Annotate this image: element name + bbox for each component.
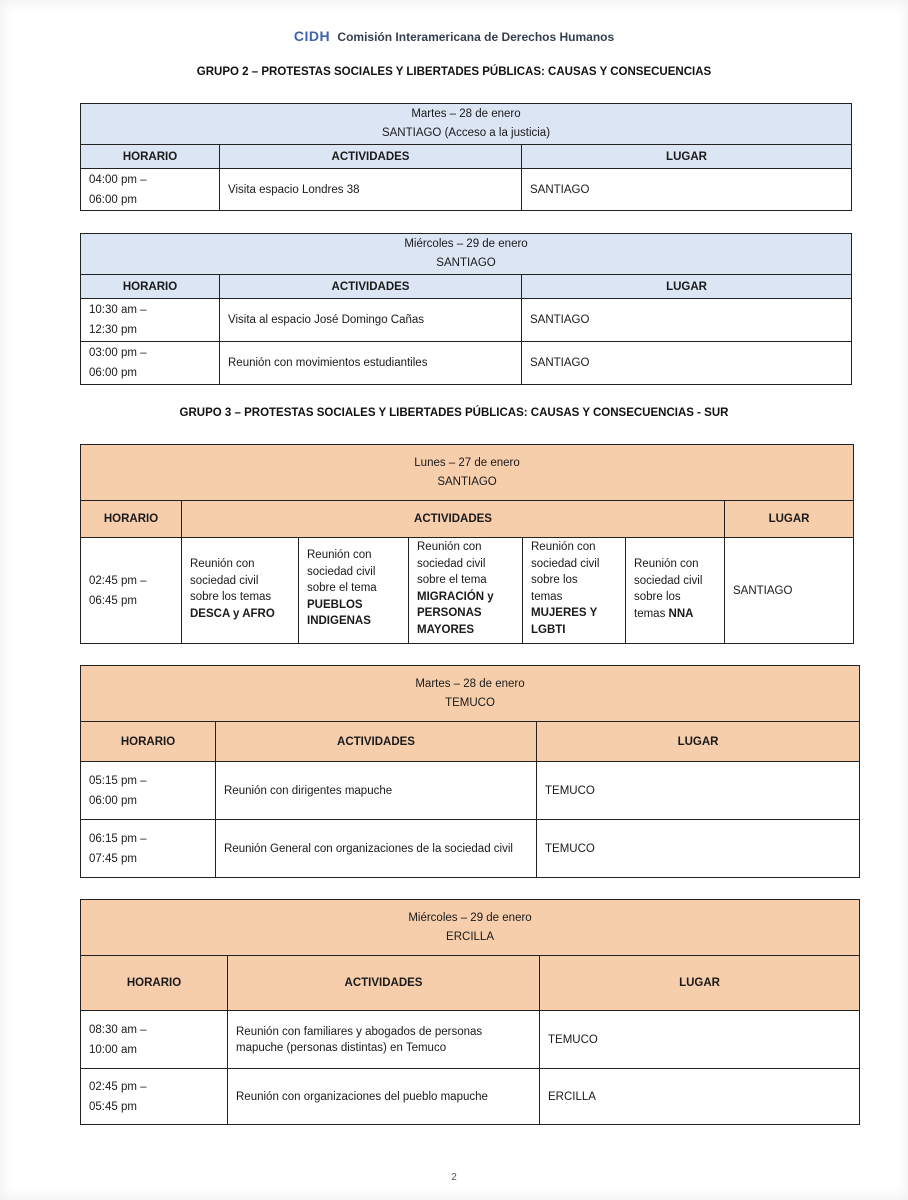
location-cell: ERCILLA [540,1069,860,1125]
location-cell: TEMUCO [540,1011,860,1069]
time-cell: 02:45 pm – 06:45 pm [81,538,182,644]
table-band [81,900,860,956]
header-horario: HORARIO [81,501,182,538]
activity-cell: Visita espacio Londres 38 [220,169,522,211]
schedule-table-g2-miercoles [80,233,852,385]
organization-name: Comisión Interamericana de Derechos Humanos [337,30,615,44]
header-actividades: ACTIVIDADES [220,275,522,299]
activity-cell-mujeres: Reunión con sociedad civil sobre los temas MUJERES Y LGBTI [523,538,626,644]
activity-cell: Reunión con dirigentes mapuche [216,762,537,820]
activity-cell: Reunión con movimientos estudiantiles [220,342,522,385]
activity-cell: Reunión con organizaciones del pueblo mapuche [228,1069,540,1125]
schedule-table-g3-lunes [80,444,854,644]
table-row [81,1011,860,1069]
activity-cell: Reunión General con organizaciones de la sociedad civil [216,820,537,878]
header-lugar: LUGAR [537,722,860,762]
table-row [81,1069,860,1125]
table-row [81,169,852,211]
table-row [81,538,854,644]
header-lugar: LUGAR [540,956,860,1011]
time-cell: 06:15 pm – 07:45 pm [81,820,216,878]
time-cell: 08:30 am – 10:00 am [81,1011,228,1069]
table-place: SANTIAGO [437,475,497,488]
location-cell: SANTIAGO [725,538,854,644]
table-place: ERCILLA [446,930,494,943]
activity-cell: Visita al espacio José Domingo Cañas [220,299,522,342]
table-band [81,104,852,145]
header-lugar: LUGAR [522,275,852,299]
header-horario: HORARIO [81,145,220,169]
location-cell: TEMUCO [537,820,860,878]
activity-cell-migracion: Reunión con sociedad civil sobre el tema MIGRACIÓN y PERSONAS MAYORES [409,538,523,644]
table-date: Martes – 28 de enero [411,108,521,120]
cidh-logo: CIDH [293,28,331,44]
table-row [81,820,860,878]
table-header-row [81,275,852,299]
document-header [0,28,908,44]
table-band [81,234,852,275]
location-cell: SANTIAGO [522,299,852,342]
header-horario: HORARIO [81,275,220,299]
header-lugar: LUGAR [522,145,852,169]
header-actividades: ACTIVIDADES [216,722,537,762]
location-cell: TEMUCO [537,762,860,820]
table-header-row [81,956,860,1011]
time-cell: 05:15 pm – 06:00 pm [81,762,216,820]
header-horario: HORARIO [81,722,216,762]
header-actividades: ACTIVIDADES [182,501,725,538]
time-cell: 10:30 am – 12:30 pm [81,299,220,342]
table-header-row [81,501,854,538]
table-date: Lunes – 27 de enero [414,456,520,469]
activity-cell-desca: Reunión con sociedad civil sobre los temas DESCA y AFRO [182,538,299,644]
time-cell: 02:45 pm – 05:45 pm [81,1069,228,1125]
table-band [81,445,854,501]
header-actividades: ACTIVIDADES [220,145,522,169]
table-place: TEMUCO [445,696,495,709]
schedule-table-g3-miercoles [80,899,860,1125]
schedule-table-g3-martes [80,665,860,878]
table-header-row [81,145,852,169]
page-number: 2 [451,1172,457,1183]
table-row [81,762,860,820]
table-place: SANTIAGO (Acceso a la justicia) [381,127,551,139]
location-cell: SANTIAGO [522,342,852,385]
schedule-table-g2-martes [80,103,852,211]
activity-cell-pueblos: Reunión con sociedad civil sobre el tema PUEBLOS INDIGENAS [299,538,409,644]
table-place: SANTIAGO [436,257,496,269]
table-header-row [81,722,860,762]
table-date: Miércoles – 29 de enero [408,911,532,924]
group2-title: GRUPO 2 – PROTESTAS SOCIALES Y LIBERTADES PÚBLICAS: CAUSAS Y CONSECUENCIAS [196,66,712,78]
group3-title: GRUPO 3 – PROTESTAS SOCIALES Y LIBERTADES PÚBLICAS: CAUSAS Y CONSECUENCIAS - SUR [179,407,729,419]
activity-cell: Reunión con familiares y abogados de personas mapuche (personas distintas) en Temuco [228,1011,540,1069]
time-cell: 04:00 pm – 06:00 pm [81,169,220,211]
table-row [81,299,852,342]
time-cell: 03:00 pm – 06:00 pm [81,342,220,385]
header-actividades: ACTIVIDADES [228,956,540,1011]
location-cell: SANTIAGO [522,169,852,211]
header-horario: HORARIO [81,956,228,1011]
table-date: Miércoles – 29 de enero [404,238,528,250]
table-row [81,342,852,385]
activity-cell-nna: Reunión con sociedad civil sobre los temas NNA [626,538,725,644]
header-lugar: LUGAR [725,501,854,538]
table-band [81,666,860,722]
table-date: Martes – 28 de enero [415,677,525,690]
